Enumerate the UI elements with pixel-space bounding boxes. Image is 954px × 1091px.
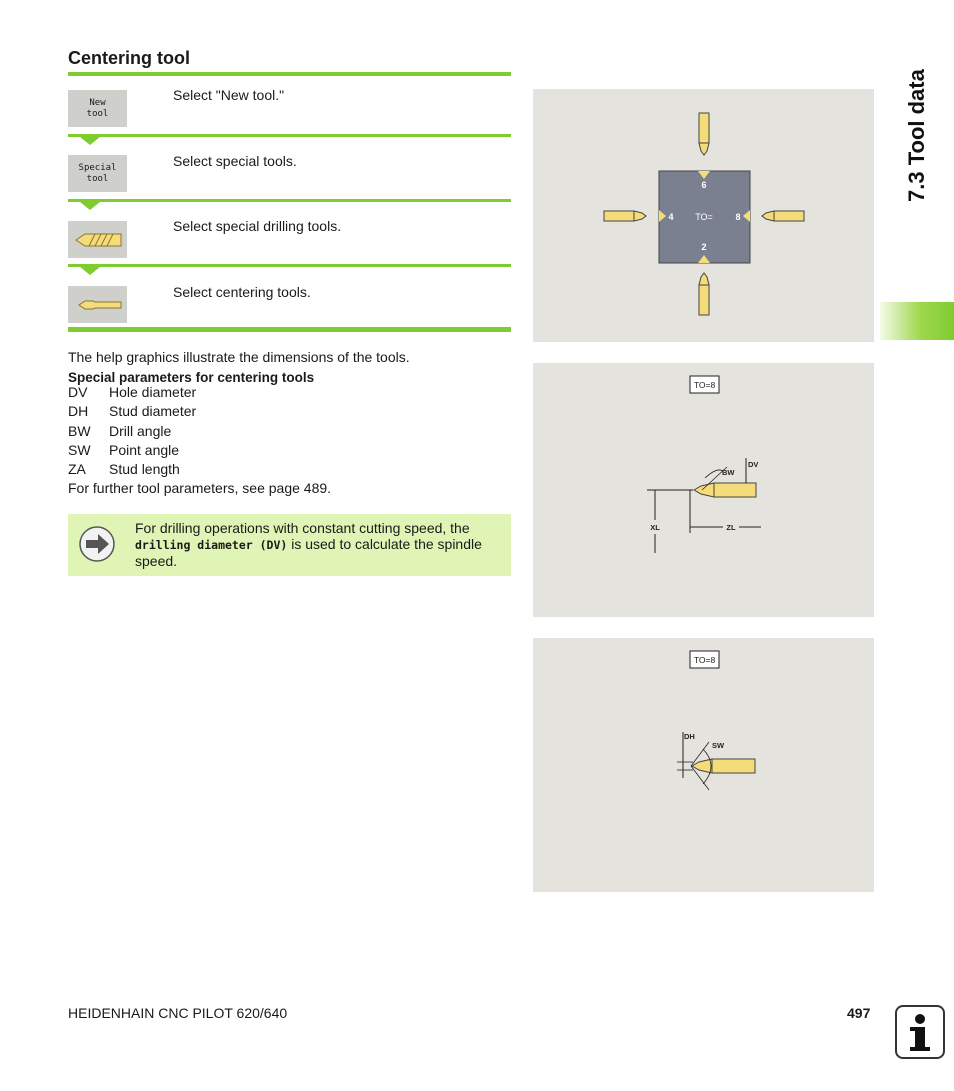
param-row — [68, 461, 180, 477]
centering-tools-softkey[interactable] — [68, 286, 127, 323]
tool-orientation-figure — [533, 89, 874, 342]
orientation-label-bottom: 2 — [701, 242, 707, 252]
param-row — [68, 423, 171, 439]
orientation-label-left: 4 — [668, 212, 674, 222]
orientation-diagram — [533, 89, 874, 342]
centering-tool-icon — [699, 273, 709, 315]
note-text — [135, 520, 505, 569]
param-desc: Drill angle — [109, 423, 172, 439]
param-desc: Hole diameter — [109, 384, 197, 400]
orientation-label-center: TO= — [695, 212, 713, 222]
step-divider — [68, 264, 511, 267]
param-row — [68, 442, 179, 458]
intro-text: The help graphics illustrate the dimensions of the tools. — [68, 349, 410, 365]
step-text: Select special drilling tools. — [173, 218, 342, 234]
further-params-text: For further tool parameters, see page 489. — [68, 480, 332, 496]
note-text-after: is used to calculate the spindle speed. — [135, 536, 482, 569]
xl-label: XL — [650, 523, 660, 532]
param-code: DV — [68, 384, 88, 400]
params-heading: Special parameters for centering tools — [68, 370, 315, 385]
special-drilling-softkey[interactable] — [68, 221, 127, 258]
point-angle-diagram — [533, 638, 874, 892]
step-text: Select centering tools. — [173, 284, 311, 300]
zl-label: ZL — [726, 523, 736, 532]
dimension-diagram — [533, 363, 874, 617]
param-code: ZA — [68, 461, 86, 477]
step-arrow-icon — [80, 137, 100, 145]
centering-tool-icon — [604, 211, 646, 221]
new-tool-softkey[interactable] — [68, 90, 127, 127]
bw-label: BW — [722, 468, 735, 477]
softkey-line-2: tool — [86, 173, 109, 184]
chapter-title: 7.3 Tool data — [904, 69, 929, 202]
param-code: BW — [68, 423, 91, 439]
step-divider — [68, 199, 511, 202]
centering-dimensions-figure — [533, 363, 874, 617]
chapter-tab-marker — [880, 302, 954, 340]
sw-label: SW — [712, 741, 725, 750]
footer-product: HEIDENHAIN CNC PILOT 620/640 — [68, 1005, 288, 1021]
dv-label: DV — [748, 460, 759, 469]
step-divider — [68, 134, 511, 137]
orientation-label-top: 6 — [701, 180, 707, 190]
step-text: Select special tools. — [173, 153, 297, 169]
note-code: drilling diameter (DV) — [135, 538, 288, 552]
step-arrow-icon — [80, 202, 100, 210]
centering-tool-icon — [699, 113, 709, 155]
dh-label: DH — [684, 732, 695, 741]
arrow-right-icon — [78, 525, 116, 563]
note-text-before: For drilling operations with constant cutting speed, the — [135, 520, 470, 536]
softkey-line-1: New — [89, 97, 106, 108]
special-tool-softkey[interactable] — [68, 155, 127, 192]
point-angle-figure — [533, 638, 874, 892]
orientation-label-right: 8 — [735, 212, 741, 222]
tool-orientation-label: TO=8 — [693, 380, 716, 390]
chapter-side-title — [872, 54, 952, 204]
steps-end-rule — [68, 327, 511, 332]
step-text: Select "New tool." — [173, 87, 285, 103]
section-title: Centering tool — [68, 48, 190, 68]
centering-tool-icon — [762, 211, 804, 221]
param-desc: Stud length — [109, 461, 180, 477]
param-row — [68, 403, 196, 419]
info-icon — [895, 1005, 945, 1059]
param-desc: Point angle — [109, 442, 180, 458]
drill-bit-icon — [73, 229, 123, 251]
centering-tool-icon — [73, 294, 123, 316]
param-code: SW — [68, 442, 91, 458]
step-arrow-icon — [80, 267, 100, 275]
param-desc: Stud diameter — [109, 403, 197, 419]
page-number: 497 — [847, 1005, 871, 1021]
softkey-line-2: tool — [86, 108, 109, 119]
tool-orientation-label: TO=8 — [693, 655, 716, 665]
param-row — [68, 384, 196, 400]
param-code: DH — [68, 403, 89, 419]
softkey-line-1: Special — [78, 162, 117, 173]
heading-rule — [68, 72, 511, 76]
